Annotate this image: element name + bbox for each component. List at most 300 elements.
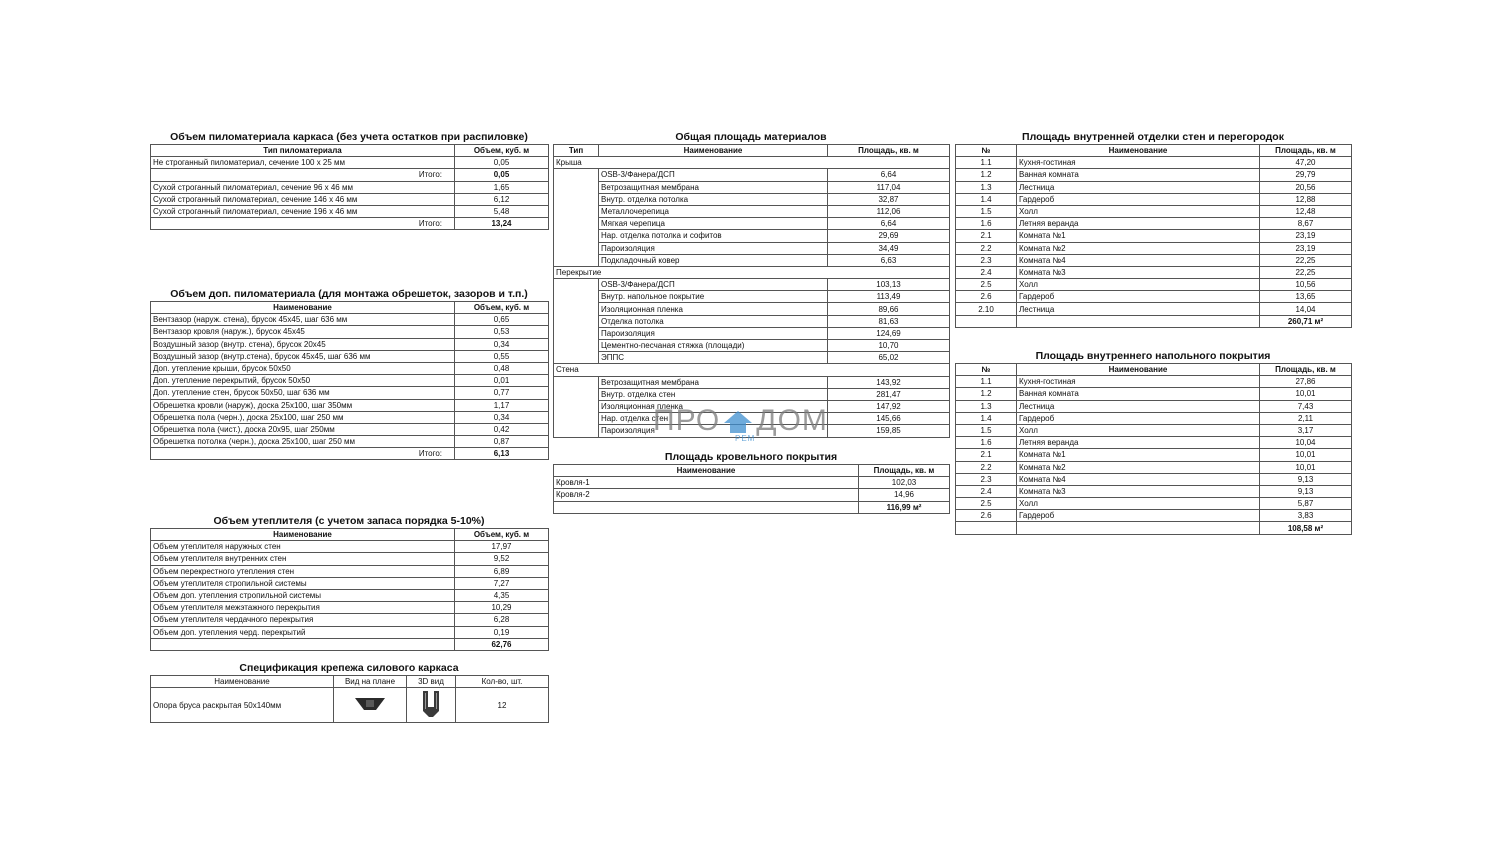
materials-area-block xyxy=(553,130,949,438)
cell-number: 2.1 xyxy=(956,449,1017,461)
cell-name: Ванная комната xyxy=(1017,169,1260,181)
cell-name: Пароизоляция xyxy=(599,425,828,437)
cell-value: 0,87 xyxy=(455,436,549,448)
watermark-subtext: РЕМ xyxy=(735,434,756,443)
table-row xyxy=(151,553,549,565)
cell-name: Обрешетка пола (чист.), доска 20х95, шаг 250мм xyxy=(151,423,455,435)
cell-empty xyxy=(554,327,599,339)
cell-value: 9,13 xyxy=(1260,473,1352,485)
cell-value: 32,87 xyxy=(828,193,950,205)
cell-name: Лестница xyxy=(1017,303,1260,315)
cell-empty xyxy=(554,254,599,266)
col-header: Площадь, кв. м xyxy=(828,145,950,157)
cell-value: 103,13 xyxy=(828,279,950,291)
cell-name: Ванная комната xyxy=(1017,388,1260,400)
cell-name: Кухня-гостиная xyxy=(1017,376,1260,388)
cell-number: 1.2 xyxy=(956,388,1017,400)
cell-name: Кухня-гостиная xyxy=(1017,157,1260,169)
cell-number: 2.2 xyxy=(956,461,1017,473)
cell-name: Обрешетка пола (черн.), доска 25х100, шаг 250 мм xyxy=(151,411,455,423)
table-row xyxy=(554,230,950,242)
cell-value: 113,49 xyxy=(828,291,950,303)
cell-name: Подкладочный ковер xyxy=(599,254,828,266)
cell-name: Нар. отделка потолка и софитов xyxy=(599,230,828,242)
cell-total-label: Итого: xyxy=(151,448,455,460)
cell-value: 0,53 xyxy=(455,326,549,338)
cell-value: 0,34 xyxy=(455,411,549,423)
table-row xyxy=(151,577,549,589)
bracket-plan-icon xyxy=(354,696,386,712)
cell-name: Сухой строганный пиломатериал, сечение 196 х 46 мм xyxy=(151,205,455,217)
cell-name: Воздушный зазор (внутр.стена), брусок 45х45, шаг 636 мм xyxy=(151,350,455,362)
cell-name: Металлочерепица xyxy=(599,205,828,217)
cell-number: 2.3 xyxy=(956,473,1017,485)
table-row xyxy=(151,387,549,399)
table-row xyxy=(151,350,549,362)
table-row xyxy=(151,423,549,435)
table-row xyxy=(554,218,950,230)
cell-value: 0,42 xyxy=(455,423,549,435)
cell-name: Комната №2 xyxy=(1017,461,1260,473)
cell-value: 147,92 xyxy=(828,400,950,412)
cell-number: 2.4 xyxy=(956,485,1017,497)
cell-name: Мягкая черепица xyxy=(599,218,828,230)
cell-value: 6,63 xyxy=(828,254,950,266)
cell-empty xyxy=(554,218,599,230)
floor-covering-block xyxy=(955,349,1351,535)
table-row xyxy=(956,169,1352,181)
cell-value: 3,17 xyxy=(1260,424,1352,436)
total-row xyxy=(151,448,549,460)
col-header: Наименование xyxy=(1017,364,1260,376)
cell-number: 2.1 xyxy=(956,230,1017,242)
cell-value: 29,69 xyxy=(828,230,950,242)
cell-empty xyxy=(554,181,599,193)
table-row xyxy=(151,157,549,169)
cell-name: Летняя веранда xyxy=(1017,218,1260,230)
cell-value: 0,34 xyxy=(455,338,549,350)
cell-number: 2.3 xyxy=(956,254,1017,266)
3d-view-image xyxy=(407,688,456,723)
cell-value: 23,19 xyxy=(1260,230,1352,242)
col-header: Наименование xyxy=(151,676,334,688)
table-row xyxy=(554,193,950,205)
cell-value: 3,83 xyxy=(1260,510,1352,522)
cell-empty xyxy=(1017,522,1260,534)
cell-name: Кровля-2 xyxy=(554,489,859,501)
total-row xyxy=(956,315,1352,327)
cell-total-label: Итого: xyxy=(151,169,455,181)
cell-value: 29,79 xyxy=(1260,169,1352,181)
cell-empty xyxy=(1017,315,1260,327)
table-row xyxy=(554,291,950,303)
insulation-title: Объем утеплителя (с учетом запаса порядка 5-10%) xyxy=(213,515,485,527)
cell-value: 10,70 xyxy=(828,340,950,352)
table-row xyxy=(151,589,549,601)
table-row xyxy=(956,303,1352,315)
table-row xyxy=(956,279,1352,291)
cell-value: 281,47 xyxy=(828,388,950,400)
table-row xyxy=(151,399,549,411)
cell-value: 65,02 xyxy=(828,352,950,364)
cell-empty xyxy=(554,340,599,352)
cell-quantity: 12 xyxy=(456,688,549,723)
cell-name: Ветрозащитная мембрана xyxy=(599,376,828,388)
cell-value: 27,86 xyxy=(1260,376,1352,388)
cell-number: 2.6 xyxy=(956,291,1017,303)
cell-name: Объем доп. утепления черд. перекрытий xyxy=(151,626,455,638)
table-row xyxy=(554,242,950,254)
cell-empty xyxy=(554,291,599,303)
cell-name: Холл xyxy=(1017,424,1260,436)
lumber-frame-block xyxy=(150,130,548,230)
table-row xyxy=(554,169,950,181)
table-row xyxy=(151,541,549,553)
cell-total: 6,13 xyxy=(455,448,549,460)
cell-name: Гардероб xyxy=(1017,412,1260,424)
cell-empty xyxy=(554,352,599,364)
table-row xyxy=(956,424,1352,436)
cell-total: 108,58 м² xyxy=(1260,522,1352,534)
total-row xyxy=(956,522,1352,534)
cell-value: 5,87 xyxy=(1260,498,1352,510)
col-header: Объем, куб. м xyxy=(455,145,549,157)
cell-number: 2.2 xyxy=(956,242,1017,254)
cell-name: Объем утеплителя межэтажного перекрытия xyxy=(151,602,455,614)
cell-total-label: Итого: xyxy=(151,218,455,230)
cell-name: Объем утеплителя внутренних стен xyxy=(151,553,455,565)
cell-value: 9,52 xyxy=(455,553,549,565)
cell-empty xyxy=(554,400,599,412)
table-row xyxy=(956,242,1352,254)
cell-name: Комната №1 xyxy=(1017,230,1260,242)
cell-total: 13,24 xyxy=(455,218,549,230)
cell-name: Вентзазор кровля (наруж.), брусок 45х45 xyxy=(151,326,455,338)
cell-value: 17,97 xyxy=(455,541,549,553)
cell-value: 102,03 xyxy=(859,477,950,489)
cell-value: 159,85 xyxy=(828,425,950,437)
cell-empty xyxy=(554,230,599,242)
table-row xyxy=(554,327,950,339)
group-label: Стена xyxy=(554,364,950,376)
table-row xyxy=(956,376,1352,388)
cell-value: 1,17 xyxy=(455,399,549,411)
cell-value: 2,11 xyxy=(1260,412,1352,424)
col-header: Вид на плане xyxy=(334,676,407,688)
cell-value: 117,04 xyxy=(828,181,950,193)
cell-empty xyxy=(956,522,1017,534)
cell-value: 22,25 xyxy=(1260,266,1352,278)
col-header: Наименование xyxy=(151,529,455,541)
cell-name: Цементно-песчаная стяжка (площади) xyxy=(599,340,828,352)
floor-covering-title: Площадь внутреннего напольного покрытия xyxy=(1035,350,1271,362)
floor-covering-table xyxy=(955,363,1352,535)
fasteners-table xyxy=(150,675,549,723)
col-header: Объем, куб. м xyxy=(455,302,549,314)
cell-value: 34,49 xyxy=(828,242,950,254)
table-row xyxy=(554,376,950,388)
cell-name: Изоляционная пленка xyxy=(599,303,828,315)
watermark-text-left: ПРО xyxy=(653,404,721,437)
cell-value: 143,92 xyxy=(828,376,950,388)
table-row xyxy=(956,157,1352,169)
col-header: Площадь, кв. м xyxy=(859,465,950,477)
roof-area-block xyxy=(553,450,949,514)
table-row xyxy=(956,218,1352,230)
cell-name: Комната №1 xyxy=(1017,449,1260,461)
table-row xyxy=(151,614,549,626)
fasteners-title: Спецификация крепежа силового каркаса xyxy=(239,662,459,674)
table-row xyxy=(554,303,950,315)
total-row xyxy=(151,638,549,650)
cell-value: 13,65 xyxy=(1260,291,1352,303)
cell-name: Обрешетка кровли (наруж), доска 25х100, шаг 350мм xyxy=(151,399,455,411)
cell-value: 10,04 xyxy=(1260,437,1352,449)
cell-value: 7,43 xyxy=(1260,400,1352,412)
cell-value: 14,96 xyxy=(859,489,950,501)
cell-name: Доп. утепление стен, брусок 50х50, шаг 636 мм xyxy=(151,387,455,399)
roof-area-title: Площадь кровельного покрытия xyxy=(664,451,838,463)
cell-number: 2.6 xyxy=(956,510,1017,522)
col-header: Площадь, кв. м xyxy=(1260,145,1352,157)
table-row xyxy=(151,338,549,350)
cell-value: 112,06 xyxy=(828,205,950,217)
cell-empty xyxy=(554,413,599,425)
cell-number: 1.2 xyxy=(956,169,1017,181)
cell-total: 260,71 м² xyxy=(1260,315,1352,327)
cell-name: Отделка потолка xyxy=(599,315,828,327)
watermark-logo xyxy=(653,404,828,443)
table-row xyxy=(151,362,549,374)
table-row xyxy=(956,498,1352,510)
cell-name: Доп. утепление перекрытий, брусок 50х50 xyxy=(151,375,455,387)
cell-value: 0,65 xyxy=(455,314,549,326)
group-row xyxy=(554,157,950,169)
table-row xyxy=(151,314,549,326)
col-header: Наименование xyxy=(151,302,455,314)
table-row xyxy=(956,205,1352,217)
insulation-block xyxy=(150,514,548,651)
cell-name: Внутр. отделка потолка xyxy=(599,193,828,205)
cell-name: Пароизоляция xyxy=(599,327,828,339)
cell-value: 7,27 xyxy=(455,577,549,589)
col-header: № xyxy=(956,364,1017,376)
cell-value: 0,77 xyxy=(455,387,549,399)
bracket-3d-icon xyxy=(420,689,442,719)
materials-area-table xyxy=(553,144,950,438)
group-row xyxy=(554,364,950,376)
col-header: Объем, куб. м xyxy=(455,529,549,541)
table-row xyxy=(956,291,1352,303)
table-row xyxy=(151,688,549,723)
cell-value: 6,89 xyxy=(455,565,549,577)
cell-total: 116,99 м² xyxy=(859,501,950,513)
table-row xyxy=(151,375,549,387)
cell-value: 124,69 xyxy=(828,327,950,339)
lumber-frame-title: Объем пиломатериала каркаса (без учета остатков при распиловке) xyxy=(170,131,528,143)
cell-empty xyxy=(554,169,599,181)
cell-name: Комната №4 xyxy=(1017,473,1260,485)
cell-value: 10,01 xyxy=(1260,461,1352,473)
cell-value: 20,56 xyxy=(1260,181,1352,193)
table-row xyxy=(151,436,549,448)
cell-name: Опора бруса раскрытая 50х140мм xyxy=(151,688,334,723)
cell-value: 14,04 xyxy=(1260,303,1352,315)
cell-name: Пароизоляция xyxy=(599,242,828,254)
cell-value: 10,56 xyxy=(1260,279,1352,291)
total-row xyxy=(151,218,549,230)
table-row xyxy=(554,340,950,352)
cell-number: 1.6 xyxy=(956,437,1017,449)
cell-number: 2.10 xyxy=(956,303,1017,315)
cell-number: 1.5 xyxy=(956,424,1017,436)
cell-value: 12,48 xyxy=(1260,205,1352,217)
cell-name: Доп. утепление крыши, брусок 50х50 xyxy=(151,362,455,374)
cell-empty xyxy=(554,193,599,205)
cell-empty xyxy=(554,279,599,291)
cell-empty xyxy=(554,205,599,217)
extra-lumber-table xyxy=(150,301,549,460)
cell-value: 47,20 xyxy=(1260,157,1352,169)
cell-name: Комната №3 xyxy=(1017,485,1260,497)
cell-number: 2.5 xyxy=(956,498,1017,510)
cell-name: Ветрозащитная мембрана xyxy=(599,181,828,193)
cell-name: Лестница xyxy=(1017,181,1260,193)
cell-name: Холл xyxy=(1017,205,1260,217)
table-row xyxy=(554,205,950,217)
cell-empty xyxy=(554,388,599,400)
cell-value: 22,25 xyxy=(1260,254,1352,266)
cell-name: Сухой строганный пиломатериал, сечение 96 х 46 мм xyxy=(151,181,455,193)
cell-name: Объем утеплителя чердачного перекрытия xyxy=(151,614,455,626)
lumber-frame-table xyxy=(150,144,549,230)
cell-value: 0,05 xyxy=(455,157,549,169)
col-header: Тип пиломатериала xyxy=(151,145,455,157)
table-row xyxy=(956,400,1352,412)
cell-number: 1.1 xyxy=(956,376,1017,388)
cell-total: 62,76 xyxy=(455,638,549,650)
cell-name: Не строганный пиломатериал, сечение 100 х 25 мм xyxy=(151,157,455,169)
table-row xyxy=(956,510,1352,522)
cell-name: Холл xyxy=(1017,498,1260,510)
cell-value: 6,12 xyxy=(455,193,549,205)
cell-name: OSB-3/Фанера/ДСП xyxy=(599,169,828,181)
cell-value: 145,66 xyxy=(828,413,950,425)
col-header: Тип xyxy=(554,145,599,157)
cell-name: Гардероб xyxy=(1017,193,1260,205)
table-row xyxy=(554,279,950,291)
cell-name: Комната №4 xyxy=(1017,254,1260,266)
cell-number: 2.4 xyxy=(956,266,1017,278)
table-row xyxy=(554,181,950,193)
wall-finish-table xyxy=(955,144,1352,328)
cell-name: Гардероб xyxy=(1017,510,1260,522)
table-row xyxy=(956,266,1352,278)
table-row xyxy=(956,437,1352,449)
cell-empty xyxy=(956,315,1017,327)
cell-value: 10,29 xyxy=(455,602,549,614)
table-row xyxy=(151,411,549,423)
cell-value: 0,01 xyxy=(455,375,549,387)
table-row xyxy=(956,461,1352,473)
watermark-text-right: ДОМ xyxy=(756,404,828,437)
cell-empty xyxy=(554,242,599,254)
cell-value: 6,64 xyxy=(828,169,950,181)
cell-value: 10,01 xyxy=(1260,388,1352,400)
materials-area-title: Общая площадь материалов xyxy=(675,131,827,143)
table-row xyxy=(151,181,549,193)
cell-value: 6,64 xyxy=(828,218,950,230)
table-row xyxy=(554,254,950,266)
extra-lumber-title: Объем доп. пиломатериала (для монтажа обрешеток, зазоров и т.п.) xyxy=(170,288,528,300)
table-row xyxy=(956,230,1352,242)
cell-value: 10,01 xyxy=(1260,449,1352,461)
table-row xyxy=(956,254,1352,266)
table-row xyxy=(151,193,549,205)
cell-value: 8,67 xyxy=(1260,218,1352,230)
cell-number: 2.5 xyxy=(956,279,1017,291)
cell-name: Объем доп. утепления стропильной системы xyxy=(151,589,455,601)
cell-empty xyxy=(554,315,599,327)
roof-area-table xyxy=(553,464,950,514)
cell-number: 1.3 xyxy=(956,181,1017,193)
wall-finish-block xyxy=(955,130,1351,328)
cell-name: Внутр. отделка стен xyxy=(599,388,828,400)
cell-number: 1.1 xyxy=(956,157,1017,169)
cell-value: 81,63 xyxy=(828,315,950,327)
cell-number: 1.4 xyxy=(956,412,1017,424)
table-row xyxy=(151,602,549,614)
cell-number: 1.4 xyxy=(956,193,1017,205)
house-icon xyxy=(724,411,752,433)
col-header: № xyxy=(956,145,1017,157)
cell-name: Воздушный зазор (внутр. стена), брусок 20х45 xyxy=(151,338,455,350)
col-header: 3D вид xyxy=(407,676,456,688)
cell-name: Гардероб xyxy=(1017,291,1260,303)
cell-number: 1.5 xyxy=(956,205,1017,217)
cell-name: Изоляционная пленка xyxy=(599,400,828,412)
cell-name: ЭППС xyxy=(599,352,828,364)
cell-name: OSB-3/Фанера/ДСП xyxy=(599,279,828,291)
fasteners-block xyxy=(150,661,548,723)
cell-value: 5,48 xyxy=(455,205,549,217)
col-header: Площадь, кв. м xyxy=(1260,364,1352,376)
table-row xyxy=(554,388,950,400)
group-label: Перекрытие xyxy=(554,266,950,278)
group-label: Крыша xyxy=(554,157,950,169)
insulation-table xyxy=(150,528,549,651)
table-row xyxy=(956,388,1352,400)
table-row xyxy=(554,489,950,501)
table-row xyxy=(151,326,549,338)
col-header: Наименование xyxy=(599,145,828,157)
cell-value: 0,48 xyxy=(455,362,549,374)
cell-value: 0,19 xyxy=(455,626,549,638)
table-row xyxy=(554,477,950,489)
table-row xyxy=(151,626,549,638)
cell-value: 9,13 xyxy=(1260,485,1352,497)
cell-name: Объем перекрестного утепления стен xyxy=(151,565,455,577)
cell-total: 0,05 xyxy=(455,169,549,181)
cell-number: 1.6 xyxy=(956,218,1017,230)
cell-value: 23,19 xyxy=(1260,242,1352,254)
cell-value: 6,28 xyxy=(455,614,549,626)
cell-name: Комната №3 xyxy=(1017,266,1260,278)
table-row xyxy=(956,485,1352,497)
cell-name: Обрешетка потолка (черн.), доска 25х100, шаг 250 мм xyxy=(151,436,455,448)
cell-name: Объем утеплителя стропильной системы xyxy=(151,577,455,589)
table-row xyxy=(956,181,1352,193)
